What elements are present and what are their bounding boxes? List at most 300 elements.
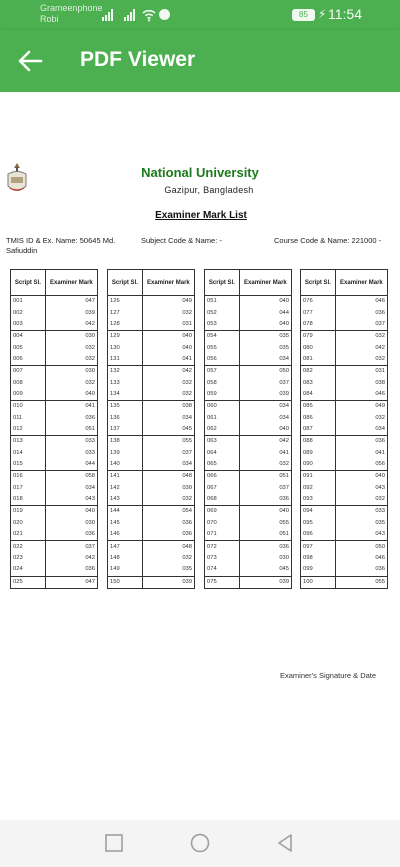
carrier-primary: Grameenphone (40, 3, 103, 13)
table-row (205, 331, 292, 343)
table-row (108, 366, 195, 378)
table-row (11, 483, 98, 495)
table-row (108, 389, 195, 401)
examiner-mark: 030 (279, 554, 289, 561)
table-row (205, 541, 292, 553)
table-row (108, 296, 195, 308)
examiner-mark: 033 (85, 449, 95, 456)
course-info: Course Code & Name: 221000 - (274, 236, 382, 245)
examiner-mark: 049 (375, 403, 385, 410)
script-serial: 013 (11, 436, 46, 448)
column-header-script: Script Sl. (205, 270, 240, 296)
table-row (301, 377, 388, 389)
examiner-mark: 050 (279, 368, 289, 375)
script-serial: 009 (11, 389, 46, 401)
examiner-mark: 039 (279, 578, 289, 585)
table-row (11, 564, 98, 576)
examiner-mark: 042 (182, 368, 192, 375)
examiner-mark: 042 (85, 554, 95, 561)
examiner-mark: 040 (375, 473, 385, 480)
carrier-names (40, 3, 103, 25)
table-row (301, 389, 388, 401)
table-row (11, 389, 98, 401)
table-row (301, 447, 388, 459)
examiner-mark: 046 (375, 554, 385, 561)
script-serial: 132 (108, 366, 143, 378)
script-serial: 147 (108, 541, 143, 553)
examiner-mark: 038 (182, 403, 192, 410)
script-serial: 069 (205, 506, 240, 518)
examiner-mark: 043 (335, 529, 387, 541)
table-row (108, 331, 195, 343)
script-serial: 058 (205, 377, 240, 389)
examiner-mark: 054 (182, 508, 192, 515)
table-row (205, 436, 292, 448)
script-serial: 063 (205, 436, 240, 448)
script-serial: 018 (11, 494, 46, 506)
examiner-mark: 031 (142, 319, 194, 331)
script-serial: 065 (205, 459, 240, 471)
examiner-mark: 040 (239, 424, 291, 436)
script-serial: 127 (108, 307, 143, 319)
examiner-mark: 039 (85, 309, 95, 316)
table-row (205, 494, 292, 506)
table-row (301, 471, 388, 483)
table-row (205, 296, 292, 308)
signal-icon (124, 9, 135, 21)
script-serial: 051 (205, 296, 240, 308)
examiner-mark: 037 (335, 319, 387, 331)
examiner-mark: 041 (279, 449, 289, 456)
university-name: National University (141, 165, 259, 180)
script-serial: 099 (301, 564, 336, 576)
examiner-mark: 030 (85, 519, 95, 526)
script-serial: 077 (301, 307, 336, 319)
script-serial: 134 (108, 389, 143, 401)
examiner-mark: 040 (182, 333, 192, 340)
examiner-mark: 032 (45, 354, 97, 366)
examiner-mark: 034 (85, 484, 95, 491)
script-serial: 142 (108, 483, 143, 495)
circle-icon[interactable] (189, 832, 211, 854)
script-serial: 086 (301, 412, 336, 424)
script-serial: 141 (108, 471, 143, 483)
table-row (11, 401, 98, 413)
examiner-mark: 040 (239, 319, 291, 331)
examiner-mark: 043 (375, 484, 385, 491)
table-row (108, 541, 195, 553)
script-serial: 062 (205, 424, 240, 436)
script-serial: 130 (108, 342, 143, 354)
table-row (301, 459, 388, 471)
script-serial: 138 (108, 436, 143, 448)
table-row (108, 319, 195, 331)
examiner-mark: 032 (142, 494, 194, 506)
script-serial: 070 (205, 518, 240, 530)
column-header-mark: Examiner Mark (45, 270, 97, 296)
script-serial: 071 (205, 529, 240, 541)
script-serial: 019 (11, 506, 46, 518)
table-row (108, 377, 195, 389)
table-row (205, 366, 292, 378)
script-serial: 083 (301, 377, 336, 389)
table-row (301, 366, 388, 378)
page-title: PDF Viewer (80, 48, 196, 71)
script-serial: 072 (205, 541, 240, 553)
examiner-mark: 041 (85, 403, 95, 410)
examiner-mark: 055 (182, 438, 192, 445)
table-row (11, 436, 98, 448)
examiner-mark: 040 (45, 389, 97, 401)
table-row (205, 459, 292, 471)
script-serial: 093 (301, 494, 336, 506)
script-serial: 087 (301, 424, 336, 436)
script-serial: 073 (205, 553, 240, 565)
table-row (108, 424, 195, 436)
examiner-mark: 032 (182, 309, 192, 316)
script-serial: 064 (205, 447, 240, 459)
script-serial: 097 (301, 541, 336, 553)
script-serial: 017 (11, 483, 46, 495)
examiner-mark: 040 (182, 344, 192, 351)
examiner-mark: 046 (335, 389, 387, 401)
examiner-mark: 035 (142, 564, 194, 576)
table-row (108, 436, 195, 448)
script-serial: 001 (11, 296, 46, 308)
university-location: Gazipur, Bangladesh (164, 185, 254, 195)
script-serial: 060 (205, 401, 240, 413)
script-serial: 052 (205, 307, 240, 319)
examiner-mark: 036 (375, 309, 385, 316)
examiner-mark: 044 (279, 309, 289, 316)
script-serial: 075 (205, 576, 240, 588)
examiner-mark: 056 (335, 459, 387, 471)
examiner-mark: 045 (142, 424, 194, 436)
table-row (11, 424, 98, 436)
examiner-mark: 039 (239, 389, 291, 401)
table-header-row (205, 270, 292, 296)
wifi-icon (142, 8, 156, 22)
examiner-mark: 051 (45, 424, 97, 436)
script-serial: 061 (205, 412, 240, 424)
table-row (11, 412, 98, 424)
table-row (301, 401, 388, 413)
table-row (301, 553, 388, 565)
script-serial: 100 (301, 576, 336, 588)
script-serial: 098 (301, 553, 336, 565)
script-serial: 137 (108, 424, 143, 436)
script-serial: 003 (11, 319, 46, 331)
app-bar (0, 30, 400, 92)
examiner-mark: 045 (239, 564, 291, 576)
examiner-mark: 051 (239, 529, 291, 541)
examiner-mark: 055 (279, 519, 289, 526)
script-serial: 143 (108, 494, 143, 506)
script-serial: 059 (205, 389, 240, 401)
table-row (11, 553, 98, 565)
script-serial: 014 (11, 447, 46, 459)
script-serial: 088 (301, 436, 336, 448)
table-row (108, 529, 195, 541)
carrier-secondary: Robi (40, 14, 59, 24)
examiner-mark: 030 (85, 368, 95, 375)
script-serial: 140 (108, 459, 143, 471)
script-serial: 020 (11, 518, 46, 530)
examiner-mark: 036 (182, 519, 192, 526)
table-row (301, 518, 388, 530)
table-header-row (11, 270, 98, 296)
table-row (301, 564, 388, 576)
script-serial: 024 (11, 564, 46, 576)
examiner-mark: 055 (375, 578, 385, 585)
table-row (108, 506, 195, 518)
table-row (11, 471, 98, 483)
examiner-mark: 036 (45, 564, 97, 576)
script-serial: 055 (205, 342, 240, 354)
examiner-mark: 034 (335, 424, 387, 436)
table-row (301, 483, 388, 495)
examiner-mark: 032 (335, 354, 387, 366)
examiner-mark: 050 (375, 543, 385, 550)
script-serial: 007 (11, 366, 46, 378)
table-row (11, 354, 98, 366)
table-row (205, 471, 292, 483)
script-serial: 129 (108, 331, 143, 343)
examiner-mark: 032 (375, 414, 385, 421)
examiner-mark: 035 (375, 519, 385, 526)
table-row (108, 342, 195, 354)
table-row (108, 471, 195, 483)
table-row (108, 494, 195, 506)
table-row (205, 342, 292, 354)
triangle-back-icon[interactable] (274, 832, 296, 854)
script-serial: 006 (11, 354, 46, 366)
table-row (205, 389, 292, 401)
script-serial: 148 (108, 553, 143, 565)
table-row (301, 354, 388, 366)
mark-table (107, 269, 195, 589)
examiner-mark: 040 (279, 298, 289, 305)
script-serial: 144 (108, 506, 143, 518)
column-header-mark: Examiner Mark (142, 270, 194, 296)
examiner-mark: 036 (45, 529, 97, 541)
script-serial: 080 (301, 342, 336, 354)
examiner-mark: 042 (375, 344, 385, 351)
script-serial: 136 (108, 412, 143, 424)
examiner-mark: 035 (279, 333, 289, 340)
table-header-row (301, 270, 388, 296)
examiner-mark: 036 (375, 438, 385, 445)
script-serial: 012 (11, 424, 46, 436)
examiner-mark: 048 (182, 473, 192, 480)
script-serial: 081 (301, 354, 336, 366)
examiner-mark: 036 (279, 543, 289, 550)
messenger-icon (159, 9, 170, 20)
script-serial: 146 (108, 529, 143, 541)
table-row (205, 307, 292, 319)
examiner-mark: 037 (279, 379, 289, 386)
examiner-mark: 032 (182, 379, 192, 386)
table-row (108, 483, 195, 495)
subject-info: Subject Code & Name: - (141, 236, 222, 245)
examiner-mark: 040 (85, 508, 95, 515)
table-row (11, 494, 98, 506)
table-row (205, 506, 292, 518)
script-serial: 025 (11, 576, 46, 588)
examiner-mark: 032 (239, 459, 291, 471)
examiner-mark: 042 (279, 438, 289, 445)
script-serial: 053 (205, 319, 240, 331)
script-serial: 139 (108, 447, 143, 459)
script-serial: 145 (108, 518, 143, 530)
table-row (11, 529, 98, 541)
script-serial: 131 (108, 354, 143, 366)
table-row (205, 412, 292, 424)
table-row (108, 307, 195, 319)
examiner-mark: 047 (85, 578, 95, 585)
examiner-mark: 034 (182, 414, 192, 421)
battery-icon: 85 (292, 9, 315, 21)
table-row (301, 296, 388, 308)
examiner-mark: 044 (45, 459, 97, 471)
script-serial: 092 (301, 483, 336, 495)
examiner-mark: 036 (239, 494, 291, 506)
script-serial: 149 (108, 564, 143, 576)
script-serial: 089 (301, 447, 336, 459)
column-header-script: Script Sl. (108, 270, 143, 296)
script-serial: 011 (11, 412, 46, 424)
mark-table (300, 269, 388, 589)
table-header-row (108, 270, 195, 296)
table-row (301, 506, 388, 518)
table-row (205, 377, 292, 389)
examiner-mark: 032 (375, 333, 385, 340)
script-serial: 022 (11, 541, 46, 553)
script-serial: 021 (11, 529, 46, 541)
table-row (205, 553, 292, 565)
script-serial: 095 (301, 518, 336, 530)
table-row (11, 506, 98, 518)
clock: 11:54 (328, 6, 362, 22)
table-row (11, 447, 98, 459)
script-serial: 002 (11, 307, 46, 319)
examiner-mark: 032 (182, 554, 192, 561)
examiner-mark: 032 (335, 494, 387, 506)
table-row (301, 412, 388, 424)
column-header-mark: Examiner Mark (239, 270, 291, 296)
script-serial: 084 (301, 389, 336, 401)
table-row (205, 564, 292, 576)
examiner-mark: 047 (85, 298, 95, 305)
charging-icon: ⚡ (318, 7, 327, 21)
examiner-mark: 034 (239, 354, 291, 366)
signal-icon (102, 9, 113, 21)
examiner-mark: 049 (182, 298, 192, 305)
table-row (11, 541, 98, 553)
examiner-mark: 042 (45, 319, 97, 331)
table-row (205, 483, 292, 495)
table-row (11, 459, 98, 471)
examiner-mark: 033 (375, 508, 385, 515)
examiner-mark: 037 (182, 449, 192, 456)
navigation-bar (0, 820, 400, 867)
column-header-script: Script Sl. (11, 270, 46, 296)
table-row (108, 553, 195, 565)
table-row (301, 576, 388, 588)
script-serial: 074 (205, 564, 240, 576)
table-row (11, 377, 98, 389)
examiner-mark: 034 (142, 459, 194, 471)
table-row (205, 424, 292, 436)
examiner-mark: 043 (45, 494, 97, 506)
table-row (11, 366, 98, 378)
arrow-left-icon[interactable] (16, 48, 44, 74)
table-row (205, 447, 292, 459)
sheet-title: Examiner Mark List (155, 210, 247, 221)
table-row (108, 447, 195, 459)
examiner-mark: 030 (182, 484, 192, 491)
script-serial: 023 (11, 553, 46, 565)
square-icon[interactable] (103, 832, 125, 854)
table-row (205, 354, 292, 366)
examiner-mark: 032 (85, 379, 95, 386)
script-serial: 078 (301, 319, 336, 331)
examiner-mark: 030 (85, 333, 95, 340)
script-serial: 091 (301, 471, 336, 483)
examiner-info: TMIS ID & Ex. Name: 50645 Md. Safiuddin (6, 236, 116, 255)
script-serial: 005 (11, 342, 46, 354)
column-header-mark: Examiner Mark (335, 270, 387, 296)
examiner-mark: 036 (335, 564, 387, 576)
examiner-mark: 039 (182, 578, 192, 585)
table-row (301, 342, 388, 354)
examiner-mark: 031 (375, 368, 385, 375)
examiner-mark: 036 (142, 529, 194, 541)
script-serial: 015 (11, 459, 46, 471)
table-row (11, 342, 98, 354)
script-serial: 056 (205, 354, 240, 366)
script-serial: 054 (205, 331, 240, 343)
table-row (11, 296, 98, 308)
table-row (205, 518, 292, 530)
table-row (108, 518, 195, 530)
table-row (301, 494, 388, 506)
examiner-mark: 051 (279, 473, 289, 480)
script-serial: 090 (301, 459, 336, 471)
examiner-mark: 038 (375, 379, 385, 386)
script-serial: 133 (108, 377, 143, 389)
table-row (11, 576, 98, 588)
script-serial: 057 (205, 366, 240, 378)
examiner-mark: 032 (85, 344, 95, 351)
table-row (301, 319, 388, 331)
examiner-mark: 032 (142, 389, 194, 401)
table-row (205, 576, 292, 588)
mark-table (204, 269, 292, 589)
table-row (108, 459, 195, 471)
script-serial: 008 (11, 377, 46, 389)
script-serial: 150 (108, 576, 143, 588)
pdf-page[interactable] (0, 92, 400, 820)
examiner-mark: 034 (279, 414, 289, 421)
signature-label: Examiner's Signature & Date (280, 671, 377, 680)
script-serial: 010 (11, 401, 46, 413)
examiner-mark: 035 (279, 344, 289, 351)
table-row (108, 576, 195, 588)
table-row (108, 401, 195, 413)
table-row (108, 354, 195, 366)
script-serial: 068 (205, 494, 240, 506)
